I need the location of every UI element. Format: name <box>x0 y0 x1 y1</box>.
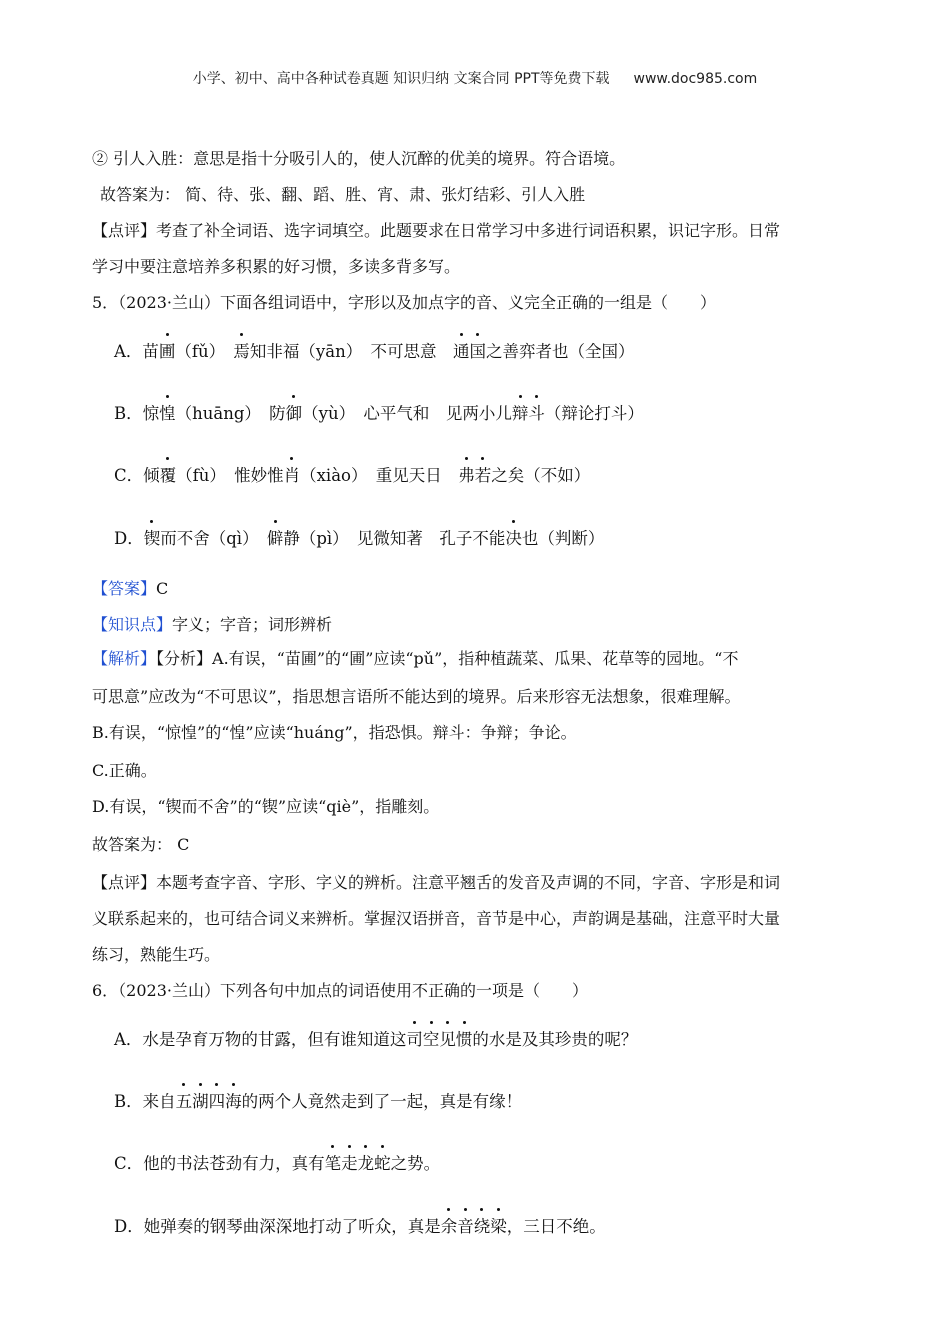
dotted-char: 辩 <box>512 400 529 424</box>
dotted-char: 国 <box>469 338 486 362</box>
dotted-char: 音 <box>457 1213 474 1237</box>
q5-option-b <box>114 400 644 424</box>
analysis-tag: 【解析】 <box>92 649 157 668</box>
q5-option-d <box>114 525 604 549</box>
text: （fǔ） <box>175 342 234 361</box>
prev-answer: 故答案为： 简、待、张、翻、蹈、胜、宵、肃、张灯结彩、引人入胜 <box>100 185 586 204</box>
q5-analysis-line-5: D.有误，“锲而不舍”的“锲”应读“qiè”，指雕刻。 <box>92 797 440 816</box>
comment-tag: 【点评】 <box>92 873 157 892</box>
dotted-char: 斗 <box>528 400 545 424</box>
text: 知非福（yān） 不可思意 <box>249 342 453 361</box>
text: B．惊 <box>114 404 160 423</box>
dotted-char: 惶 <box>159 400 176 424</box>
prev-comment-cont: 学习中要注意培养多积累的好习惯，多读多背多写。 <box>92 257 461 276</box>
q5-analysis-line-4: C.正确。 <box>92 761 157 780</box>
q6-stem: 6．（2023·兰山）下列各句中加点的词语使用不正确的一项是（ ） <box>92 981 588 1000</box>
text: 也（判断） <box>521 529 605 548</box>
dotted-char: 空 <box>423 1026 440 1050</box>
text: A．苗 <box>114 342 159 361</box>
text: C．他的书法苍劲有力，真有 <box>114 1154 325 1173</box>
dotted-char: 四 <box>209 1088 226 1112</box>
dotted-char: 走 <box>341 1150 358 1174</box>
text: 而不舍（qì） <box>160 529 267 548</box>
q5-option-c <box>114 462 590 486</box>
q5-final-answer: 故答案为： C <box>92 835 190 854</box>
dotted-char: 若 <box>475 462 492 486</box>
dotted-char: 圃 <box>159 338 176 362</box>
text: 之矣（不如） <box>491 466 591 485</box>
knowledge-text: 字义；字音；词形辨析 <box>172 615 333 634</box>
header-url[interactable]: www.doc985.com <box>633 71 758 87</box>
q5-analysis <box>92 646 738 669</box>
dotted-char: 蛇 <box>374 1150 391 1174</box>
dotted-char: 湖 <box>192 1088 209 1112</box>
text: D． <box>114 529 144 548</box>
text: （huāng） 防 <box>175 404 286 423</box>
comment-text: 本题考查字音、字形、字义的辨析。注意平翘舌的发音及声调的不同，字音、字形是和词 <box>156 873 781 892</box>
prev-item-2: ② 引人入胜：意思是指十分吸引人的，使人沉醉的优美的境界。符合语境。 <box>92 149 626 168</box>
text: （yù） 心平气和 见两小儿 <box>302 404 512 423</box>
q5-analysis-line-3: B.有误，“惊惶”的“惶”应读“huáng”，指恐惧。辩斗：争辩；争论。 <box>92 723 577 742</box>
text: ，三日不绝。 <box>506 1217 606 1236</box>
dotted-char: 弗 <box>458 462 475 486</box>
q5-comment <box>92 870 780 893</box>
dotted-char: 通 <box>453 338 470 362</box>
q5-knowledge-point <box>92 612 332 635</box>
q5-analysis-line-2: 可思意”应改为“不可思议”，指思想言语所不能达到的境界。后来形容无法想象，很难理解。 <box>92 687 741 706</box>
q6-option-b <box>114 1088 522 1112</box>
q5-stem: 5．（2023·兰山）下面各组词语中，字形以及加点字的音、义完全正确的一组是（ ） <box>92 293 716 312</box>
dotted-char: 梁 <box>490 1213 507 1237</box>
dotted-char: 御 <box>286 400 303 424</box>
q6-option-d <box>114 1213 606 1237</box>
page-header <box>0 68 950 88</box>
dotted-char: 僻 <box>267 525 284 549</box>
text: 之善弈者也（全国） <box>485 342 635 361</box>
header-text: 小学、初中、高中各种试卷真题 知识归纳 文案合同 PPT等免费下载 <box>192 71 610 87</box>
text: 的水是及其珍贵的呢？ <box>472 1030 638 1049</box>
comment-text: 考查了补全词语、选字词填空。此题要求在日常学习中多进行词语积累，识记字形。日常 <box>156 221 781 240</box>
dotted-char: 五 <box>176 1088 193 1112</box>
knowledge-tag: 【知识点】 <box>92 615 173 634</box>
dotted-char: 覆 <box>160 462 177 486</box>
dotted-char: 惯 <box>456 1026 473 1050</box>
comment-tag: 【点评】 <box>92 221 157 240</box>
q6-option-a <box>114 1026 637 1050</box>
analysis-text: 【分析】A.有误，“苗圃”的“圃”应读“pǔ”，指种植蔬菜、瓜果、花草等的园地。“不 <box>156 649 739 668</box>
answer-tag: 【答案】 <box>92 579 157 598</box>
dotted-char: 笔 <box>325 1150 342 1174</box>
text: B．来自 <box>114 1092 176 1111</box>
q5-comment-line-2: 义联系起来的，也可结合词义来辨析。掌握汉语拼音，音节是中心，声韵调是基础，注意平时大量 <box>92 909 781 928</box>
dotted-char: 龙 <box>358 1150 375 1174</box>
dotted-char: 见 <box>439 1026 456 1050</box>
text: （xiào） 重见天日 <box>300 466 459 485</box>
q5-option-a <box>114 338 634 362</box>
dotted-char: 肖 <box>284 462 301 486</box>
text: 之势。 <box>390 1154 441 1173</box>
prev-comment <box>92 218 780 241</box>
dotted-char: 焉 <box>233 338 250 362</box>
q6-option-c <box>114 1150 440 1174</box>
text: D．她弹奏的钢琴曲深深地打动了听众，真是 <box>114 1217 441 1236</box>
dotted-char: 绕 <box>474 1213 491 1237</box>
dotted-char: 决 <box>505 525 522 549</box>
text: （fù） 惟妙惟 <box>176 466 284 485</box>
dotted-char: 余 <box>441 1213 458 1237</box>
dotted-char: 海 <box>225 1088 242 1112</box>
text: 的两个人竟然走到了一起，真是有缘！ <box>241 1092 523 1111</box>
q5-comment-line-3: 练习，熟能生巧。 <box>92 945 221 964</box>
dotted-char: 锲 <box>144 525 161 549</box>
text: A．水是孕育万物的甘露，但有谁知道这 <box>114 1030 407 1049</box>
text: C．倾 <box>114 466 160 485</box>
dotted-char: 司 <box>406 1026 423 1050</box>
text: （辩论打斗） <box>544 404 644 423</box>
q5-answer <box>92 576 168 599</box>
answer-value: C <box>156 579 169 598</box>
text: 静（pì） 见微知著 孔子不能 <box>283 529 506 548</box>
